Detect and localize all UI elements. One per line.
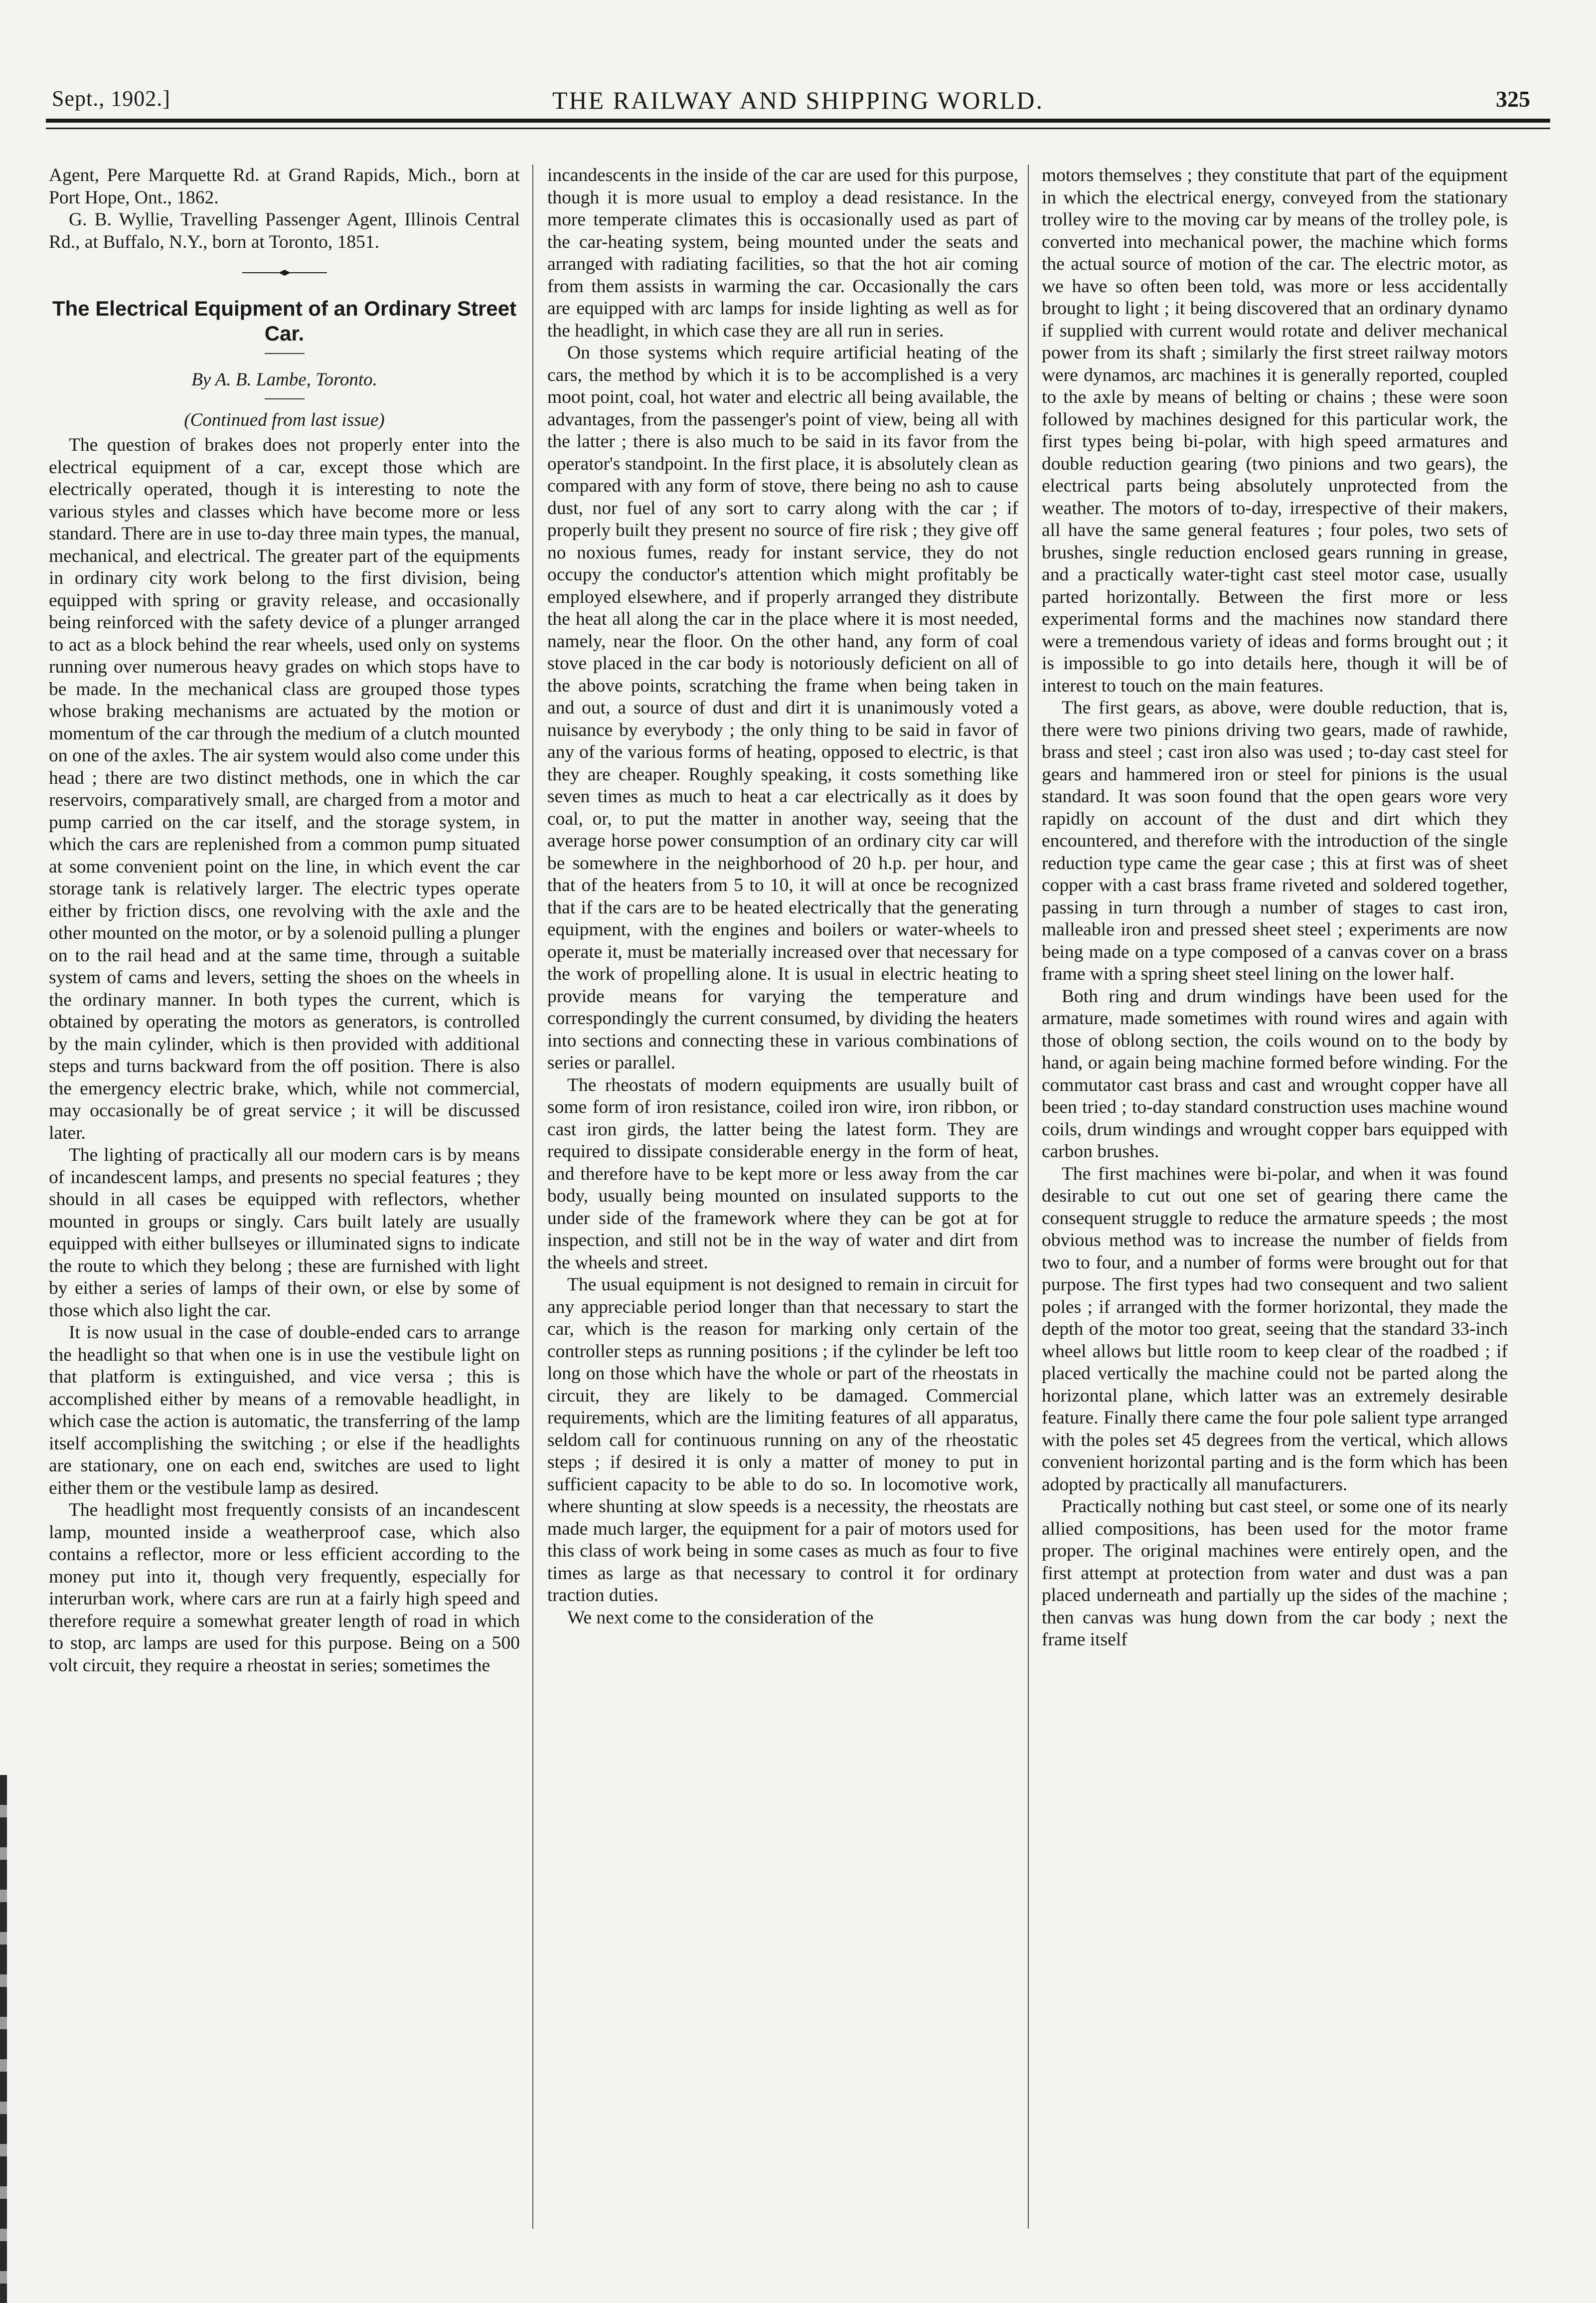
paragraph: The rheostats of modern equipments are usually built of some form of iron resistance, coiled iron wire, iron ribbon, or cast iron girds, the latter being the latest form. They are required to dissipate considerable energy in the form of heat, and therefore have to be kept more or less away from the car body, usually being mounted on insulated supports to the under side of the framework where they can be got at for inspection, and still not be in the way of water and dirt from the wheels and street.: [547, 1074, 1018, 1273]
byline-rule: [265, 398, 305, 399]
paragraph: On those systems which require artificial heating of the cars, the method by which it is to be accomplished is a very moot point, coal, hot water and electric all being available, the advantages, from the passenger's point of view, being all with the latter ; there is also much to be said in its favor from the operator's standpoint. In the first place, it is absolutely clean as compared with any form of stove, there being no ash to cause dust, nor fuel of any sort to carry along with the car ; if properly built they present no source of fire risk ; they give off no noxious fumes, ready for instant service, they do not occupy the conductor's attention which might profitably be employed elsewhere, and if properly arranged they distribute the heat all along the car in the place where it is most needed, namely, near the floor. On the other hand, any form of coal stove placed in the car body is notoriously deficient on all of the above points, scratching the frame when being taken in and out, a source of dust and dirt it is unanimously voted a nuisance by everybody ; the only thing to be said in favor of any of the various forms of heating, opposed to electric, is that they are cheaper. Roughly speaking, it costs something like seven times as much to heat a car electrically as it does by coal, or, to put the matter in another way, seeing that the average horse power consumption of an ordinary city car will be somewhere in the neighborhood of 20 h.p. per hour, and that of the heaters from 5 to 10, it will at once be recognized that if the cars are to be heated electrically that the generating equipment, with the engines and boilers or water-wheels to operate it, must be materially increased over that necessary for the work of propelling alone. It is usual in electric heating to provide means for varying the temperature and correspondingly the current consumed, by dividing the heaters into sections and connecting these in various combinations of series or parallel.: [547, 343, 1018, 1073]
running-header: [46, 60, 1550, 114]
column-divider: [1028, 165, 1029, 2229]
paragraph: Both ring and drum windings have been used for the armature, made sometimes with round wires and again with those of oblong section, the coils wound on to the body by hand, or again being machine formed before winding. For the commutator cast brass and cast and wrought copper have all been tried ; to-day standard construction uses machine wound coils, drum windings and wrought copper bars equipped with carbon brushes.: [1042, 986, 1508, 1162]
paragraph: The first gears, as above, were double reduction, that is, there were two pinions driving two gears, made of rawhide, brass and steel ; cast iron also was used ; to-day cast steel for gears and hammered iron or steel for pinions is the usual standard. It was soon found that the open gears wore very rapidly on account of the dust and dirt which they encountered, and therefore with the introduction of the single reduction type came the gear case ; this at first was of sheet copper with a cast brass frame riveted and soldered together, passing in turn through a number of stages to cast iron, malleable iron and pressed sheet steel ; experiments are now being made on a type composed of a canvas cover on a brass frame with a spring sheet steel lining on the lower half.: [1042, 698, 1508, 984]
column-2: [547, 165, 1018, 1629]
column-divider: [532, 165, 533, 2229]
header-rule-thin: [46, 128, 1550, 129]
issue-date: Sept., 1902.]: [52, 86, 170, 111]
title-rule: [265, 353, 305, 354]
paragraph: The headlight most frequently consists of an incandescent lamp, mounted inside a weatherproof case, which also contains a reflector, more or less efficient according to the money put into it, though very frequently, especially for interurban work, where cars are run at a fairly high speed and therefore require a somewhat greater length of road in which to stop, arc lamps are used for this purpose. Being on a 500 volt circuit, they require a rheostat in series; sometimes the: [49, 1500, 520, 1676]
header-rule-thick: [46, 119, 1550, 123]
paragraph: The lighting of practically all our modern cars is by means of incandescent lamps, and presents no special features ; they should in all cases be equipped with reflectors, whether mounted in groups or singly. Cars built lately are usually equipped with either bullseyes or illuminated signs to indicate the route to which they belong ; these are furnished with light by either a series of lamps of their own, or else by some of those which also light the car.: [49, 1145, 520, 1321]
continued-note: (Continued from last issue): [184, 409, 385, 430]
article-title: The Electrical Equipment of an Ordinary Street Car.: [52, 297, 517, 345]
journal-title: THE RAILWAY AND SHIPPING WORLD.: [552, 86, 1044, 114]
paragraph: The question of brakes does not properly enter into the electrical equipment of a car, except those which are electrically operated, though it is interesting to note the various styles and classes which have become more or less standard. There are in use to-day three main types, the manual, mechanical, and electrical. The greater part of the equipments in ordinary city work belong to the first division, being equipped with spring or gravity release, and occasionally being reinforced with the safety device of a plunger arranged to act as a block behind the rear wheels, used only on systems running over numerous heavy grades on which stops have to be made. In the mechanical class are grouped those types whose braking mechanisms are actuated by the motion or momentum of the car through the medium of a clutch mounted on one of the axles. The air system would also come under this head ; there are two distinct methods, one in which the car reservoirs, comparatively small, are charged from a motor and pump carried on the car itself, and the storage system, in which the cars are replenished from a common pump situated at some convenient point on the line, in which event the car storage tank is relatively larger. The electric types operate either by friction discs, one revolving with the axle and the other mounted on the motor, or by a solenoid pulling a plunger on to the rail head and at the same time, through a suitable system of cams and levers, setting the shoes on the wheels in the ordinary manner. In both types the current, which is obtained by operating the motors as generators, is controlled by the main cylinder, which is then provided with additional steps and turns backward from the off position. There is also the emergency electric brake, which, while not commercial, may occasionally be of great service ; it will be discussed later.: [49, 435, 520, 1143]
paragraph: incandescents in the inside of the car are used for this purpose, though it is more usual to employ a dead resistance. In the more temperate climates this is occasionally used as part of the car-heating system, being mounted under the seats and arranged with radiating facilities, so that the hot air coming from them assists in warming the car. Occasionally the cars are equipped with arc lamps for inside lighting as well as for the headlight, in which case they are all run in series.: [547, 165, 1018, 341]
byline: By A. B. Lambe, Toronto.: [191, 369, 377, 390]
divider-ornament-icon: [242, 269, 327, 276]
paragraph: The first machines were bi-polar, and when it was found desirable to cut out one set of gearing there came the consequent struggle to reduce the armature speeds ; the most obvious method was to increase the number of fields from two to four, and a number of forms were brought out for that purpose. The first types had two consequent and two salient poles ; if arranged with the former horizontal, they made the depth of the motor too great, seeing that the standard 33-inch wheel allows but little room to keep clear of the roadbed ; if placed vertically the machine could not be parted along the horizontal plane, which latter was an extremely desirable feature. Finally there came the four pole salient type arranged with the poles set 45 degrees from the vertical, which allows convenient horizontal parting and is the form which has been adopted by practically all manufacturers.: [1042, 1163, 1508, 1495]
paragraph: Agent, Pere Marquette Rd. at Grand Rapids, Mich., born at Port Hope, Ont., 1862.: [49, 165, 520, 208]
paragraph: Practically nothing but cast steel, or some one of its nearly allied compositions, has been used for the motor frame proper. The original machines were entirely open, and the first attempt at protection from water and dust was a pan placed underneath and partially up the sides of the machine ; then canvas was hung down from the car body ; next the frame itself: [1042, 1496, 1508, 1650]
page-number: 325: [1496, 86, 1530, 112]
paragraph: We next come to the consideration of the: [567, 1607, 874, 1628]
column-1: [49, 165, 520, 1677]
paragraph: It is now usual in the case of double-ended cars to arrange the headlight so that when one is in use the vestibule light on that platform is extinguished, and vice versa ; this is accomplished either by means of a removable headlight, in which case the action is automatic, the transferring of the lamp itself accomplishing the switching ; or else if the headlights are stationary, one on each end, switches are used to light either them or the vestibule lamp as desired.: [49, 1322, 520, 1498]
page-edge-binding: [0, 1775, 7, 2303]
column-3: [1042, 165, 1508, 1651]
paragraph: The usual equipment is not designed to remain in circuit for any appreciable period longer than that necessary to start the car, which is the reason for marking only certain of the controller steps as running positions ; if the cylinder be left too long on those which have the whole or part of the rheostats in circuit, they are likely to be damaged. Commercial requirements, which are the limiting features of all apparatus, seldom call for continuous running on any of the rheostatic steps ; if desired it is only a matter of money to put in sufficient capacity to be able to do so. In locomotive work, where shunting at slow speeds is a necessity, the rheostats are made much larger, the equipment for a pair of motors used for this class of work being in some cases as much as four to five times as large as that necessary to control it for ordinary traction duties.: [547, 1274, 1018, 1605]
paragraph: motors themselves ; they constitute that part of the equipment in which the electrical energy, conveyed from the stationary trolley wire to the moving car by means of the trolley pole, is converted into mechanical power, the machine which forms the actual source of motion of the car. The electric motor, as we have so often been told, was more or less accidentally brought to light ; it being discovered that an ordinary dynamo if supplied with current would rotate and deliver mechanical power from its shaft ; similarly the first street railway motors were dynamos, arc machines it is generally reported, coupled to the axle by means of belting or chains ; these were soon followed by machines designed for this particular work, the first types being bi-polar, with high speed armatures and double reduction gearing (two pinions and two gears), the electrical parts being absolutely unprotected from the weather. The motors of to-day, irrespective of their makers, all have the same general features ; four poles, two sets of brushes, single reduction enclosed gears running in grease, and a practically water-tight cast steel motor case, usually parted horizontally. Between the first more or less experimental forms and the machines now standard there were a tremendous variety of ideas and forms brought out ; it is impossible to go into details here, though it will be of interest to touch on the main features.: [1042, 165, 1508, 696]
paragraph: G. B. Wyllie, Travelling Passenger Agent, Illinois Central Rd., at Buffalo, N.Y., born at Toronto, 1851.: [49, 209, 520, 252]
